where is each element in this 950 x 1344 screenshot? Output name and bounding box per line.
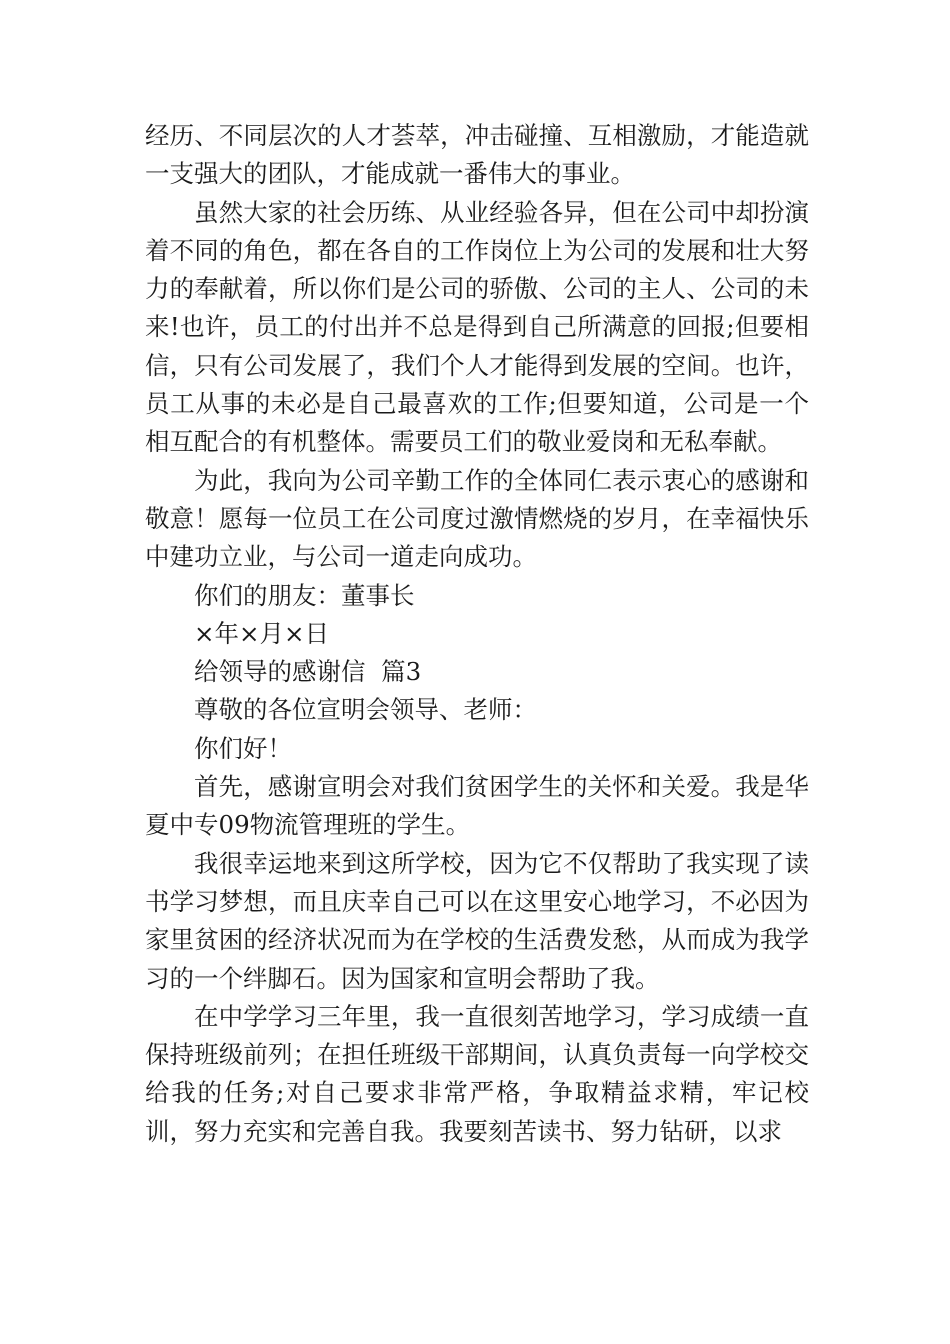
date-line: ×年×月×日 — [194, 618, 330, 648]
paragraph-6: 在中学学习三年里，我一直很刻苦地学习，学习成绩一直保持班级前列；在担任班级干部期间，认真负责每一向学校交给我的任务;对自己要求非常严格，争取精益求精，牢记校训，努力充实和完善自我。我要刻苦读书、努力钻研，以求 — [145, 1001, 809, 1146]
paragraph-1: 经历、不同层次的人才荟萃，冲击碰撞、互相激励，才能造就一支强大的团队，才能成就一番伟大的事业。 — [145, 121, 809, 189]
paragraph-5: 我很幸运地来到这所学校，因为它不仅帮助了我实现了读书学习梦想，而且庆幸自己可以在这里安心地学习，不必因为家里贫困的经济状况而为在学校的生活费发愁，从而成为我学习的一个绊脚石。因为国家和宣明会帮助了我。 — [145, 848, 809, 993]
greeting: 你们好！ — [194, 733, 292, 763]
paragraph-3: 为此，我向为公司辛勤工作的全体同仁表示衷心的感谢和敬意！愿每一位员工在公司度过激情燃烧的岁月，在幸福快乐中建功立业，与公司一道走向成功。 — [145, 465, 809, 572]
salutation: 尊敬的各位宣明会领导、老师： — [194, 695, 537, 725]
paragraph-4: 首先，感谢宣明会对我们贫困学生的关怀和关爱。我是华夏中专09物流管理班的学生。 — [145, 772, 809, 840]
signature-line: 你们的朋友：董事长 — [194, 580, 415, 610]
section-title: 给领导的感谢信 篇3 — [194, 657, 422, 687]
paragraph-2: 虽然大家的社会历练、从业经验各异，但在公司中却扮演着不同的角色，都在各自的工作岗位上为公司的发展和壮大努力的奉献着，所以你们是公司的骄傲、公司的主人、公司的未来!也许，员工的付出并不总是得到自己所满意的回报;但要相信，只有公司发展了，我们个人才能得到发展的空间。也许，员工从事的未必是自己最喜欢的工作;但要知道，公司是一个相互配合的有机整体。需要员工们的敬业爱岗和无私奉献。 — [145, 197, 809, 457]
document-page — [145, 117, 809, 1151]
